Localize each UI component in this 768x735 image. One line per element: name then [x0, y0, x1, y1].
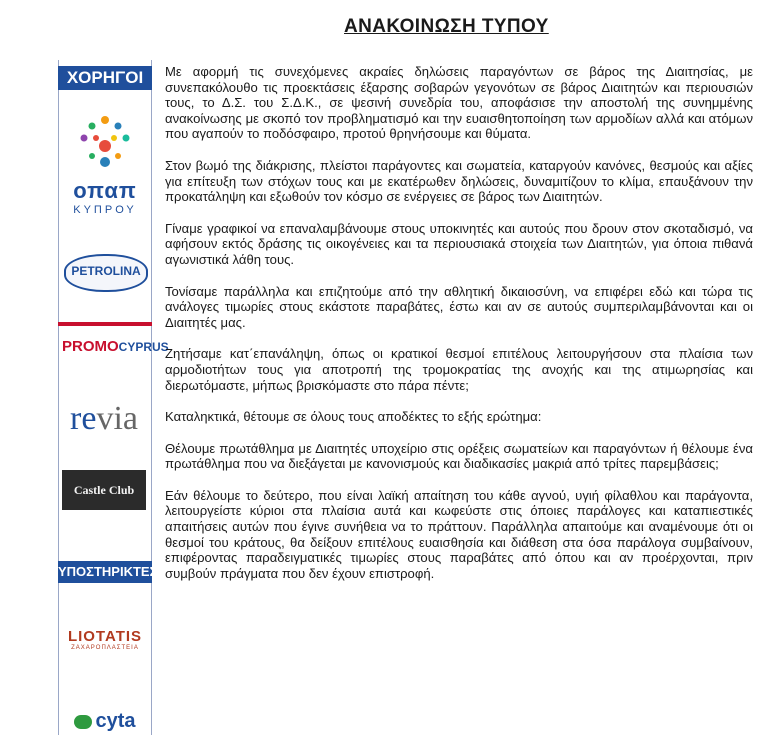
press-release-body: [165, 64, 753, 597]
paragraph: Γίναμε γραφικοί να επαναλαμβάνουμε στους υποκινητές και αυτούς που δρουν στον σκοταδισμό, να αφήσουν εκτός δράσης τις οικογένειες και τα περιουσιακά στοιχεία των Διαιτητών, για όποια πιθανά αγωνιστικά λάθη τους.: [165, 220, 753, 267]
paragraph: Με αφορμή τις συνεχόμενες ακραίες δηλώσεις παραγόντων σε βάρος της Διαιτησίας, με συνεπακόλουθο τις προεκτάσεις έξαρσης σοβαρών γεγονότων σε βάρος Διαιτητών και περιουσιών τους, το Δ.Σ. του Σ.Δ.Κ., σε ψεσινή συνεδρία του, αποφάσισε την αποστολή της συνημμένης ανακοίνωσης με σκοπό τον προβληματισμό και την ευαισθητοποίηση των αρμοδίων αλλά και ατόμων που αγαπούν το ποδόσφαιρο, προτού θρηνήσουμε και θύματα.: [165, 64, 753, 142]
paragraph: Θέλουμε πρωτάθλημα με Διαιτητές υποχείριο στις ορέξεις σωματείων και παραγόντων ή θέλουμε ένα πρωτάθλημα που να διεξάγεται με κανονισμούς και διαδικασίες μακριά από τρίτες παρεμβάσεις;: [165, 440, 753, 472]
revia-re: re: [70, 400, 97, 437]
sponsors-header: ΧΟΡΗΓΟΙ: [58, 66, 152, 90]
opap-subtitle: ΚΥΠΡΟΥ: [73, 204, 137, 216]
paragraph: Εάν θέλουμε το δεύτερο, που είναι λαϊκή απαίτηση του κάθε αγνού, υγιή φίλαθλου και παράγοντα, λειτουργείστε κύριοι στα πλαίσια αυτά και κωφεύστε στις όποιες παράλογες και καταπιεστικές απαιτήσεις αυτών που έγινε συνήθεια να το πράττουν. Παράλληλα απαιτούμε και αναμένουμε ότι οι θεσμοί του κράτους, θα δείξουν επιτέλους ευαισθησία και διάθεση στα όσα παράλογα συμβαίνουν, επιφέροντας παραδειγματικές τιμωρίες στους παραβάτες από όπου και αν προέρχονται, πριν συμβούν πράγματα που δεν έχουν επιστροφή.: [165, 487, 753, 581]
paragraph: Τονίσαμε παράλληλα και επιζητούμε από την αθλητική δικαιοσύνη, να επιφέρει εδώ και τώρα τις ανάλογες τιμωρίες στους εκάστοτε παραβάτες, έστω και αν σε αυτούς συμπεριλαμβάνονται και οι Διαιτητές μας.: [165, 283, 753, 330]
paragraph: Καταληκτικά, θέτουμε σε όλους τους αποδέκτες το εξής ερώτημα:: [165, 409, 542, 425]
document-title: ΑΝΑΚΟΙΝΩΣΗ ΤΥΠΟΥ: [344, 16, 549, 37]
cyta-wordmark: cyta: [95, 710, 136, 732]
revia-logo: [62, 400, 146, 438]
cyprus-word: CYPRUS: [118, 340, 169, 354]
liotatis-subtitle: ΖΑΧΑΡΟΠΛΑΣΤΕΙΑ: [71, 645, 139, 651]
paragraph: Ζητήσαμε κατ΄επανάληψη, όπως οι κρατικοί θεσμοί επιτέλους λειτουργήσουν στα πλαίσια των αρμοδιοτήτων τους για αποτροπή της τρομοκρατίας της ανοχής και της ατιμωρησίας και διερωτόμαστε, μήπως βρισκόμαστε στο πάρα πέντε;: [165, 346, 753, 393]
promo-cyprus-logo: [62, 338, 169, 355]
liotatis-logo: [60, 628, 150, 651]
cyta-swirl-icon: [74, 715, 92, 729]
supporters-header: ΥΠΟΣΤΗΡΙΚΤΕΣ: [58, 561, 152, 583]
promo-divider: [58, 322, 152, 326]
cyta-logo: [62, 710, 148, 733]
promo-word: PROMO: [62, 338, 119, 355]
liotatis-wordmark: LIOTATIS: [67, 628, 143, 645]
opap-logo: [62, 178, 148, 216]
petrolina-logo: PETROLINA: [64, 254, 148, 292]
opap-star-icon: [72, 110, 138, 176]
opap-wordmark: οπαπ: [73, 178, 137, 203]
paragraph: Στον βωμό της διάκρισης, πλείστοι παράγοντες και σωματεία, καταργούν κανόνες, θεσμούς και αξίες για επίτευξη των στόχων τους και με εκατέρωθεν δηλώσεις, δυναμιτίζουν το κλίμα, επαυξάνουν την προκατάληψη και εξωθούν τον κόσμο σε ενέργειες σε βάρος των Διαιτητών.: [165, 157, 753, 205]
castle-club-logo: Castle Club: [62, 470, 146, 510]
revia-via: via: [96, 400, 138, 437]
